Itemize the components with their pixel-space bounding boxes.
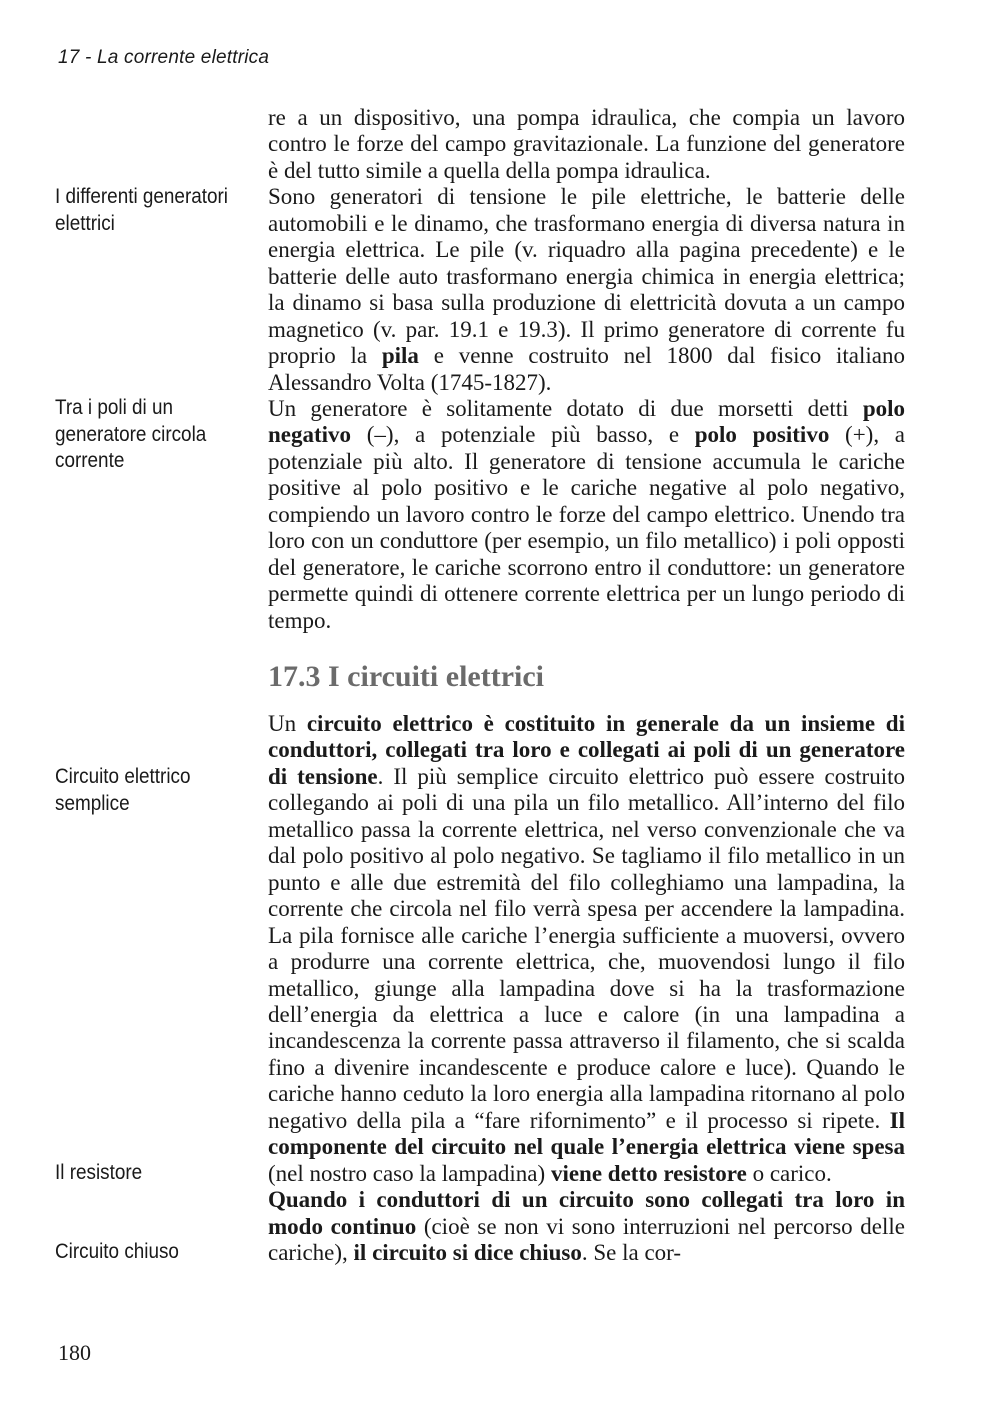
bold-term: Il componente del circuito nel quale l’energia elettrica viene spesa xyxy=(268,1107,905,1160)
page-number: 180 xyxy=(58,1340,91,1365)
margin-note-generators: I differenti generatori elettrici xyxy=(55,185,229,235)
margin-note-resistor: Il resistore xyxy=(55,1161,143,1184)
bold-term: circuito elettrico è costituito in generale da un insieme di conduttori, collegati tra loro e collegati ai poli di un generatore di tensione xyxy=(268,711,905,789)
running-header: 17 - La corrente elettrica xyxy=(58,47,270,68)
margin-note-poles: Tra i poli di un generatore circola corrente xyxy=(55,396,207,472)
bold-term: il circuito si dice chiuso xyxy=(353,1240,582,1266)
bold-term: polo negativo xyxy=(268,395,905,448)
section-heading: 17.3 I circuiti elettrici xyxy=(268,660,545,693)
paragraph-poles: Un generatore è solitamente dotato di due morsetti detti polo negativo (–), a potenziale più basso, e polo positivo (+), a potenziale più alto. Il generatore di tensione accumula le cariche positive al polo positivo e le cariche negative al polo negativo, compiendo un lavoro contro le forze del campo elettrico. Unendo tra loro con un conduttore (per esempio, un filo metallico) i poli opposti del generatore, le cariche scorrono entro il conduttore: un generatore permette quindi di ottenere corrente elettrica per un lungo periodo di tempo. xyxy=(268,395,905,633)
margin-note-simple-circuit: Circuito elettrico semplice xyxy=(55,765,191,815)
paragraph-generators: Sono generatori di tensione le pile elettriche, le batterie delle automobili e le dinamo, che trasformano energia di diversa natura in energia elettrica. Le pile (v. riquadro alla pagina precedente) e le batterie delle auto trasformano energia chimica in energia elettrica; la dinamo si basa sulla produzione di elettricità dovuta a un campo magnetico (v. par. 19.1 e 19.3). Il primo generatore di corrente fu proprio la pila e venne costruito nel 1800 dal fisico italiano Alessandro Volta (1745-1827). xyxy=(268,184,906,395)
margin-note-closed-circuit: Circuito chiuso xyxy=(55,1240,179,1263)
bold-term: polo positivo xyxy=(694,422,830,448)
body-block-2 xyxy=(268,711,905,1267)
bold-term: pila xyxy=(381,343,419,369)
bold-term: viene detto resistore xyxy=(550,1160,747,1186)
body-block-1 xyxy=(268,105,905,634)
paragraph-closed-circuit: Quando i conduttori di un circuito sono collegati tra loro in modo continuo (cioè se non vi sono interruzioni nel percorso delle cariche), il circuito si dice chiuso. Se la cor- xyxy=(268,1187,905,1266)
bold-term: Quando i conduttori di un circuito sono collegati tra loro in modo continuo xyxy=(268,1187,905,1239)
paragraph-circuit: Un circuito elettrico è costituito in generale da un insieme di conduttori, collegati tra loro e collegati ai poli di un generatore di tensione. Il più semplice circuito elettrico può essere costruito collegando ai poli di una pila un filo metallico. All’interno del filo metallico passa la corrente elettrica, nel verso convenzionale che va dal polo positivo al polo negativo. Se tagliamo il filo metallico in un punto e alle due estremità del filo colleghiamo una lampadina, la corrente che circola nel filo verrà spesa per accendere la lampadina. La pila fornisce alle cariche l’energia sufficiente a muoversi, ovvero a produrre una corrente elettrica, che, muovendosi lungo il filo metallico, giunge alla lampadina dove si ha la trasformazione dell’energia da elettrica a luce e calore (in una lampadina a incandescenza la corrente passa attraverso il filamento, che si scalda fino a divenire incandescente e produce calore e luce). Quando le cariche hanno ceduto la loro energia alla lampadina ritornano al polo negativo della pila a “fare rifornimento” e il processo si ripete. Il componente del circuito nel quale l’energia elettrica viene spesa (nel nostro caso la lampadina) viene detto resistore o carico. xyxy=(268,711,905,1186)
paragraph-pump: re a un dispositivo, una pompa idraulica, che compia un lavoro contro le forze del campo gravitazionale. La funzione del generatore è del tutto simile a quella della pompa idraulica. xyxy=(268,105,905,183)
